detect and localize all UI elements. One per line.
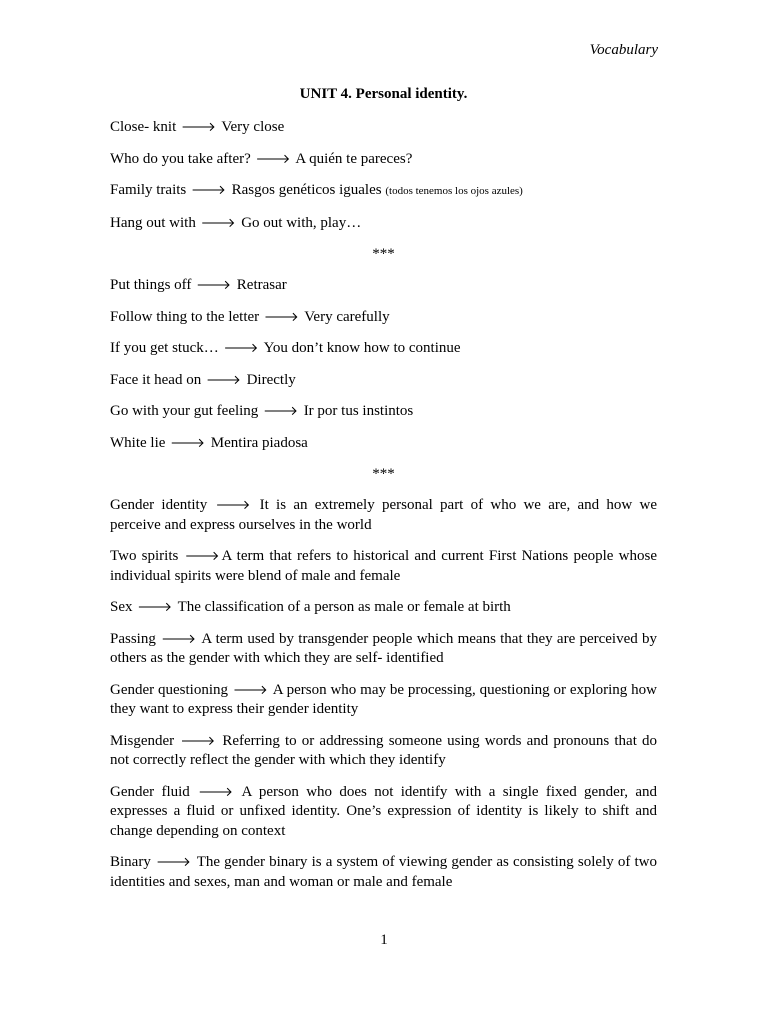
vocab-entry bbox=[110, 308, 657, 328]
page-number: 1 bbox=[380, 932, 388, 948]
vocab-entry bbox=[110, 630, 657, 669]
right-arrow-icon: 🡒 bbox=[180, 733, 216, 749]
vocab-entry bbox=[110, 681, 657, 720]
entry-definition: A term that refers to historical and current First Nations people whose individual spirits were blend of male and female bbox=[110, 548, 658, 584]
running-header: Vocabulary bbox=[589, 42, 658, 58]
entry-term: Gender fluid bbox=[110, 783, 190, 800]
entry-definition: Very close bbox=[221, 119, 285, 135]
right-arrow-icon: 🡒 bbox=[263, 404, 298, 419]
entry-definition: Ir por tus instintos bbox=[303, 403, 414, 419]
section-separator: *** bbox=[372, 246, 395, 262]
right-arrow-icon: 🡒 bbox=[181, 120, 216, 135]
right-arrow-icon: 🡒 bbox=[198, 784, 234, 800]
vocab-entry bbox=[110, 547, 657, 586]
entry-note: (todos tenemos los ojos azules) bbox=[385, 185, 523, 197]
entry-definition: Mentira piadosa bbox=[210, 434, 308, 451]
entry-definition: A quién te pareces? bbox=[295, 150, 413, 167]
right-arrow-icon: 🡒 bbox=[184, 549, 220, 564]
vocab-entry bbox=[110, 371, 657, 391]
unit-title: UNIT 4. Personal identity. bbox=[299, 86, 468, 102]
vocab-section-2 bbox=[110, 276, 657, 453]
right-arrow-icon: 🡒 bbox=[263, 309, 299, 325]
entry-term: Put things off bbox=[110, 277, 192, 293]
entry-definition: Very carefully bbox=[304, 308, 390, 325]
entry-term: Face it head on bbox=[110, 371, 202, 388]
entry-term: Gender questioning bbox=[110, 681, 228, 698]
right-arrow-icon: 🡒 bbox=[137, 600, 173, 615]
vocab-entry bbox=[110, 402, 657, 422]
vocab-entry bbox=[110, 339, 657, 359]
right-arrow-icon: 🡒 bbox=[255, 151, 291, 167]
entry-definition: Rasgos genéticos iguales bbox=[231, 182, 382, 198]
entry-definition: A person who does not identify with a single fixed gender, and expresses a fluid or unfixed identity. One’s expression of identity is likely to shift and change depending on context bbox=[110, 783, 657, 839]
right-arrow-icon: 🡒 bbox=[200, 215, 236, 231]
entry-definition: Go out with, play… bbox=[241, 214, 362, 231]
entry-term: Go with your gut feeling bbox=[110, 403, 259, 419]
entry-term: Follow thing to the letter bbox=[110, 308, 260, 325]
entry-term: Hang out with bbox=[110, 214, 196, 231]
entry-definition: A person who may be processing, questioning or exploring how they want to express their gender identity bbox=[110, 681, 657, 717]
vocab-entry bbox=[110, 732, 657, 771]
right-arrow-icon: 🡒 bbox=[205, 372, 241, 388]
entry-definition: A term used by transgender people which means that they are perceived by others as the gender with which they are self- identified bbox=[110, 630, 657, 666]
entry-definition: Referring to or addressing someone using words and pronouns that do not correctly reflect the gender with which they identify bbox=[110, 732, 658, 768]
entry-term: If you get stuck… bbox=[110, 340, 219, 356]
right-arrow-icon: 🡒 bbox=[191, 183, 226, 198]
vocab-section-3 bbox=[110, 496, 657, 892]
vocab-entry bbox=[110, 783, 657, 842]
right-arrow-icon: 🡒 bbox=[232, 682, 268, 698]
document-body bbox=[110, 85, 657, 904]
entry-term: White lie bbox=[110, 434, 166, 451]
entry-term: Passing bbox=[110, 630, 156, 647]
right-arrow-icon: 🡒 bbox=[223, 341, 259, 356]
vocab-entry bbox=[110, 181, 657, 202]
vocab-entry bbox=[110, 214, 657, 234]
entry-term: Two spirits bbox=[110, 548, 179, 564]
entry-term: Who do you take after? bbox=[110, 150, 251, 167]
entry-term: Sex bbox=[110, 599, 133, 615]
right-arrow-icon: 🡒 bbox=[155, 855, 191, 870]
vocab-entry bbox=[110, 118, 657, 138]
entry-definition: Retrasar bbox=[236, 277, 287, 293]
entry-term: Binary bbox=[110, 854, 151, 870]
entry-definition: You don’t know how to continue bbox=[263, 340, 461, 356]
entry-definition: It is an extremely personal part of who we are, and how we perceive and express ourselves in the world bbox=[110, 497, 658, 533]
vocab-entry bbox=[110, 434, 657, 454]
entry-definition: The gender binary is a system of viewing gender as consisting solely of two identities and sexes, man and woman or male and female bbox=[110, 854, 658, 890]
entry-term: Family traits bbox=[110, 182, 187, 198]
vocab-entry bbox=[110, 276, 657, 296]
right-arrow-icon: 🡒 bbox=[196, 278, 232, 293]
vocab-entry bbox=[110, 598, 657, 618]
right-arrow-icon: 🡒 bbox=[215, 498, 251, 513]
entry-term: Gender identity bbox=[110, 497, 208, 513]
right-arrow-icon: 🡒 bbox=[170, 435, 206, 451]
entry-definition: The classification of a person as male or female at birth bbox=[177, 599, 511, 615]
section-separator: *** bbox=[372, 466, 395, 482]
entry-term: Close- knit bbox=[110, 119, 177, 135]
vocab-entry bbox=[110, 496, 657, 535]
right-arrow-icon: 🡒 bbox=[161, 631, 196, 647]
entry-term: Misgender bbox=[110, 732, 175, 749]
entry-definition: Directly bbox=[246, 371, 296, 388]
vocab-entry bbox=[110, 853, 657, 892]
vocab-section-1 bbox=[110, 118, 657, 233]
vocab-entry bbox=[110, 150, 657, 170]
